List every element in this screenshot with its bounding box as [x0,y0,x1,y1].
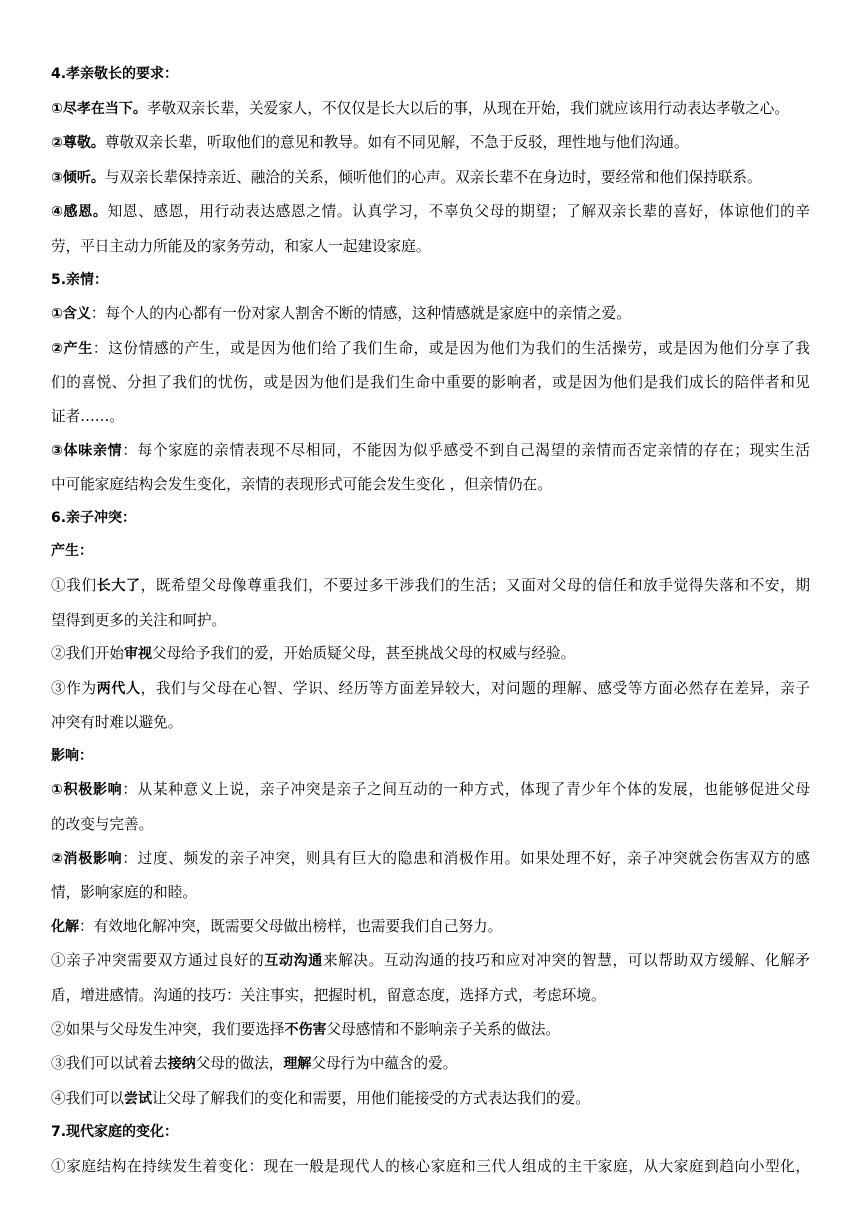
emphasis-text: 两代人 [96,680,141,697]
body-text: 父母给予我们的爱，开始质疑父母，甚至挑战父母的权威与经验。 [151,645,576,663]
section-heading [51,740,810,774]
emphasis-text: 化解 [51,918,79,935]
emphasis-text: 4.孝亲敬长的要求： [51,66,179,82]
text-line [51,468,810,502]
body-text: 证者……。 [51,407,124,425]
body-text: 知恩、感恩，用行动表达感恩之情。认真学习，不辜负父母的期望；了解双亲长辈的喜好，体谅他们的辛 [107,203,810,221]
emphasis-text: 互动沟通 [264,953,323,970]
text-line [51,1150,810,1184]
body-text: 的改变与完善。 [51,816,154,834]
emphasis-text: 影响： [51,747,93,764]
body-text: 中可能家庭结构会发生变化，亲情的表现形式可能会发生变化 ，但亲情仍在。 [51,476,552,494]
body-text: ①我们 [51,576,97,594]
text-line [51,434,810,469]
text-line [51,773,810,808]
text-line [51,1082,810,1117]
text-line [51,230,810,264]
body-text: ②我们开始 [51,645,124,663]
text-line [51,161,810,196]
text-line [51,637,810,672]
body-text: ，既希望父母像尊重我们，不要过多干涉我们的生活；又面对父母的信任和放手觉得失落和不安，期 [140,576,810,594]
body-text: ，我们与父母在心智、学识、经历等方面差异较大，对问题的理解、感受等方面必然存在差异，亲子 [140,679,810,697]
body-text: ②如果与父母发生冲突，我们要选择 [51,1020,285,1038]
text-line [51,297,810,332]
body-text: ：从某种意义上说，亲子冲突是亲子之间互动的一种方式，体现了青少年个体的发展，也能够促进父母 [122,781,810,799]
section-heading [51,264,810,298]
text-line [51,366,810,400]
text-line [51,910,810,945]
section-heading [51,502,810,536]
emphasis-text: 7.现代家庭的变化： [51,1124,179,1141]
text-line [51,672,810,707]
body-text: 望得到更多的关注和呵护。 [51,611,227,629]
body-text: 孝敬双亲长辈，关爱家人，不仅仅是长大以后的事，从现在开始，我们就应该用行动表达孝敬之心。 [146,99,789,117]
body-text: ①家庭结构在持续发生着变化：现在一般是现代人的核心家庭和三代人组成的主干家庭，从大家庭到趋向小型化， [51,1158,810,1175]
body-text: ：这份情感的产生，或是因为他们给了我们生命，或是因为他们为我们的生活操劳，或是因为他们分享了我 [92,339,810,357]
emphasis-text: ①含义 [51,306,91,323]
body-text: 们的喜悦、分担了我们的忧伤，或是因为他们是我们生命中重要的影响者，或是因为他们是我们成长的陪伴者和见 [51,374,810,392]
emphasis-text: 长大了 [96,577,141,594]
body-text: ④我们可以 [51,1089,124,1107]
text-line [51,706,810,740]
section-heading [51,1116,810,1150]
emphasis-text: ③倾听。 [51,169,105,186]
body-text: 父母感情和不影响亲子关系的做法。 [326,1020,561,1038]
emphasis-text: ②产生 [51,340,93,357]
emphasis-text: ①尽孝在当下。 [51,100,147,117]
text-line [51,808,810,842]
body-text: ：有效地化解冲突，既需要父母做出榜样，也需要我们自己努力。 [79,917,503,935]
body-text: 父母的做法， [195,1055,284,1073]
emphasis-text: 5.亲情： [51,271,109,288]
section-heading [51,58,810,92]
body-text: ：每个家庭的亲情表现不尽相同，不能因为似乎感受不到自己渴望的亲情而否定亲情的存在；现实生活 [122,441,810,459]
text-line [51,604,810,638]
text-line [51,979,810,1013]
emphasis-text: ③体味亲情 [51,442,123,459]
text-line [51,1047,810,1082]
body-text: ①亲子冲突需要双方通过良好的 [51,952,265,970]
text-line [51,876,810,910]
emphasis-text: ④感恩。 [51,204,108,221]
text-line [51,195,810,230]
body-text: 父母行为中蕴含的爱。 [311,1055,458,1073]
text-line [51,126,810,161]
emphasis-text: 接纳 [167,1056,196,1073]
text-line [51,400,810,434]
section-heading [51,535,810,569]
body-text: ：过度、频发的亲子冲突，则具有巨大的隐患和消极作用。如果处理不好，亲子冲突就会伤害双方的感 [122,849,810,867]
body-text: 情，影响家庭的和睦。 [51,884,197,902]
text-line [51,842,810,877]
body-text: 劳，平日主动力所能及的家务劳动，和家人一起建设家庭。 [51,237,431,255]
text-line [51,332,810,367]
emphasis-text: 审视 [123,646,152,663]
body-text: ③我们可以试着去 [51,1055,168,1073]
emphasis-text: ②尊敬。 [51,135,105,152]
emphasis-text: ①积极影响 [51,782,123,799]
body-text: 让父母了解我们的变化和需要，用他们能接受的方式表达我们的爱。 [151,1089,590,1107]
body-text: ：每个人的内心都有一份对家人割舍不断的情感，这种情感就是家庭中的亲情之爱。 [90,305,631,323]
emphasis-text: 尝试 [123,1090,152,1107]
body-text: 盾，增进感情。沟通的技巧：关注事实，把握时机，留意态度，选择方式，考虑环境。 [51,987,606,1005]
text-line [51,1013,810,1048]
text-line [51,944,810,979]
emphasis-text: ②消极影响 [51,850,123,867]
emphasis-text: 不伤害 [284,1021,327,1038]
body-text: 来解决。互动沟通的技巧和应对冲突的智慧，可以帮助双方缓解、化解矛 [322,952,810,970]
body-text: 与双亲长辈保持亲近、融洽的关系，倾听他们的心声。双亲长辈不在身边时，要经常和他们保持联系。 [104,168,762,186]
emphasis-text: 产生： [51,543,93,560]
body-text: ③作为 [51,679,97,697]
body-text: 冲突有时难以避免。 [51,714,183,732]
emphasis-text: 6.亲子冲突： [51,509,137,526]
body-text: 尊敬双亲长辈，听取他们的意见和教导。如有不同见解，不急于反驳，理性地与他们沟通。 [104,134,689,152]
text-line [51,569,810,604]
emphasis-text: 理解 [283,1056,312,1073]
text-line [51,92,810,127]
